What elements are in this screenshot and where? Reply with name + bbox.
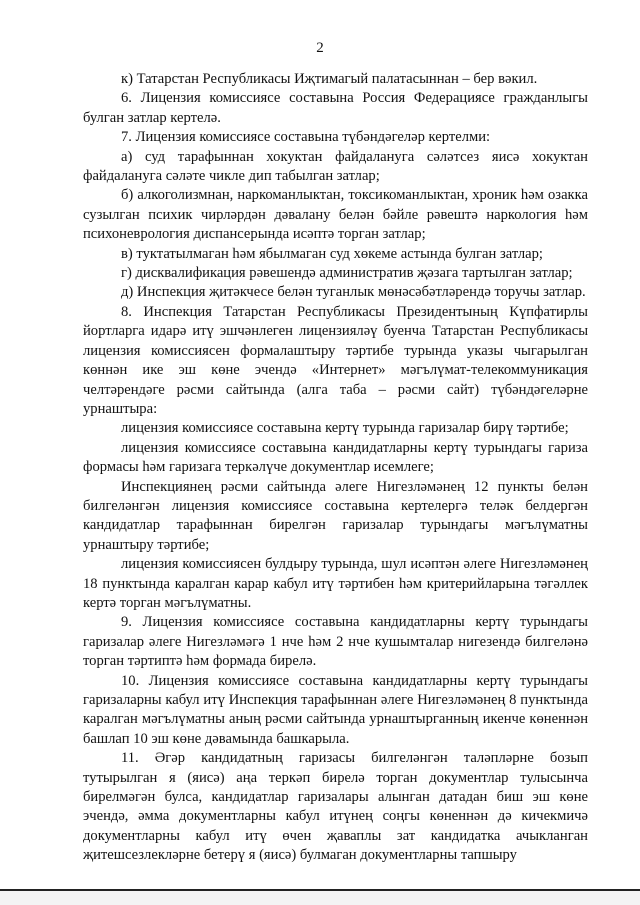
paragraph-7a: а) суд тарафыннан хокуктан файдалануга сәләтсез яисә хокуктан файдалануга сәләте чикле дип табылган затлар; [83, 148, 588, 185]
paragraph-7b: б) алкоголизмнан, наркоманлыктан, токсикоманлыктан, хроник һәм озакка сузылган психик чирләрдән дәвалану белән бәйле рәвештә наркология һәм психоневрология диспансерында исәптә торган затлар; [83, 187, 588, 243]
paragraph-8-item-4: лицензия комиссиясен булдыру турында, шул исәптән әлеге Нигезләмәнең 18 пунктында каралган карар кабул итү тәртибен һәм критерийларына тәгәллек кертә торган мәгълүматны. [83, 556, 588, 611]
paragraph-11: 11. Әгәр кандидатның гаризасы билгеләнгән таләпләрне бозып тутырылган я (яисә) аңа теркәп бирелә торган документлар тулысынча бирелмәгән булса, кандидатлар гаризалары алынган датадан биш эш көне эчендә, әмма документларны кабул итүнең соңгы көненнән дә кичекмичә документларны кабул итү өчен җаваплы зат кандидатка ачыкланган җитешсезлекләрне бетерү я (яисә) булмаган документларны тапшыру [83, 750, 588, 864]
paragraph-7g: г) дисквалификация рәвешендә административ җәзага тартылган затлар; [121, 265, 573, 282]
paragraph-8-item-2: лицензия комиссиясе составына кандидатларны кертү турындагы гариза формасы һәм гаризага теркәлүче документлар исемлеге; [83, 439, 588, 476]
paragraph-7: 7. Лицензия комиссиясе составына түбәндәгеләр кертелми: [121, 129, 491, 146]
paragraph-1k: к) Татарстан Республикасы Иҗтимагый палатасыннан – бер вәкил. [121, 71, 538, 87]
paragraph-8: 8. Инспекция Татарстан Республикасы Президентының Күпфатирлы йортларга идарә итү эшчәнлеген лицензияләү буенча Татарстан Республикасы лицензия комиссиясен формалаштыру тәртибе турында указы чыгарылган көннән ике эш көне эчендә «Интернет» мәгълүмат-телекоммуникация челтәрендәге рәсми сайтында (алга таба – рәсми сайт) түбәндәгеләрне урнаштыра: [83, 303, 588, 417]
paragraph-10: 10. Лицензия комиссиясе составына кандидатларны кертү турындагы гаризаларны кабул итү Инспекция тарафыннан әлеге Нигезләмәнең 8 пунктында каралган мәгълүматны аның рәсми сайтында урнаштырганның икенче көненнән башлап 10 эш көне дәвамында башкарыла. [83, 672, 588, 747]
document-body [83, 70, 588, 866]
paragraph-8-item-3: Инспекциянең рәсми сайтында әлеге Нигезләмәнең 12 пункты белән билгеләнгән лицензия комиссиясе составына кертелергә теләк белдергән кандидатлар тарафыннан бирелгән гаризалар турындагы мәгълүматны урнаштыру тәртибе; [83, 478, 588, 553]
scan-bottom-edge [0, 891, 640, 905]
paragraph-8-item-1: лицензия комиссиясе составына кертү турында гаризалар бирү тәртибе; [121, 420, 569, 437]
paragraph-6: 6. Лицензия комиссиясе составына Россия Федерациясе гражданлыгы булган затлар кертелә. [83, 90, 588, 126]
paragraph-7v: в) туктатылмаган һәм ябылмаган суд хөкеме астында булган затлар; [121, 245, 543, 262]
paragraph-7d: д) Инспекция җитәкчесе белән туганлык мөнәсәбәтләрендә торучы затлар. [121, 284, 586, 301]
paragraph-9: 9. Лицензия комиссиясе составына кандидатларны кертү турындагы гаризалар әлеге Нигезләмәгә 1 нче һәм 2 нче кушымталар нигезендә билгеләнә торган тәртиптә һәм формада бирелә. [83, 614, 588, 670]
page-number: 2 [316, 40, 324, 56]
